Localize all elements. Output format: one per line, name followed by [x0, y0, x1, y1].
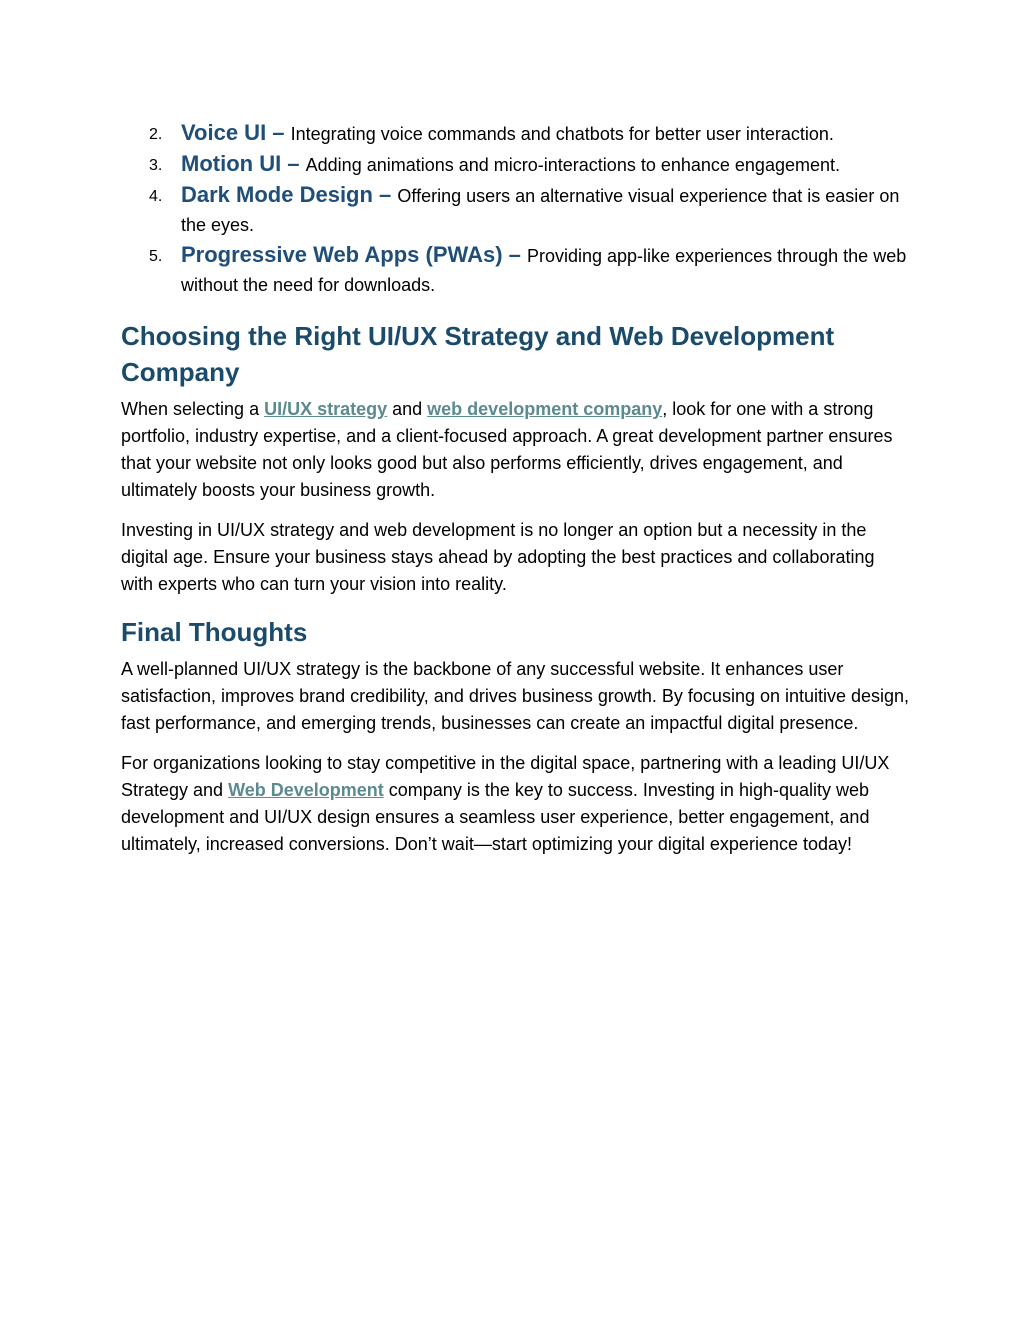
uiux-strategy-link[interactable]: UI/UX strategy — [264, 399, 388, 419]
choosing-p1-text-end: , look for one with a strong portfolio, industry expertise, and a client-focused approach. A great development partner ensures that your website not only looks good but also performs efficiently, drives engagement, and ultimately boosts your business growth. — [121, 399, 893, 500]
web-development-link[interactable]: Web Development — [228, 780, 384, 800]
section-heading-choosing: Choosing the Right UI/UX Strategy and Web Development Company — [121, 321, 835, 387]
list-number: 4. — [149, 188, 163, 205]
trends-list — [121, 118, 911, 300]
choosing-p1-text-between: and — [387, 399, 428, 419]
choosing-paragraph-1 — [121, 396, 911, 504]
list-item-description: Adding animations and micro-interactions to enhance engagement. — [305, 155, 840, 175]
list-item-title: Progressive Web Apps (PWAs) – — [181, 242, 527, 267]
list-item-title: Motion UI – — [181, 151, 306, 176]
list-item-description: Integrating voice commands and chatbots for better user interaction. — [290, 124, 834, 144]
list-item-title: Voice UI – — [181, 120, 291, 145]
web-development-company-link[interactable]: web development company — [427, 399, 663, 419]
list-item-title: Dark Mode Design – — [181, 182, 398, 207]
final-p2-text-start: For organizations looking to stay competitive in the digital space, partnering with a leading UI/UX Strategy and — [121, 753, 890, 800]
list-number: 2. — [149, 126, 163, 143]
list-number: 5. — [149, 248, 163, 265]
list-item — [121, 118, 911, 149]
list-number: 3. — [149, 157, 163, 174]
section-heading-final: Final Thoughts — [121, 617, 308, 647]
choosing-paragraph-2: Investing in UI/UX strategy and web development is no longer an option but a necessity in the digital age. Ensure your business stays ahead by adopting the best practices and collaborating with experts who can turn your vision into reality. — [121, 520, 875, 594]
final-p2-text-end: company is the key to success. Investing in high-quality web development and UI/UX design ensures a seamless user experience, better engagement, and ultimately, increased conversions. Don’t wait—start optimizing your digital experience today! — [121, 780, 870, 854]
final-paragraph-1: A well-planned UI/UX strategy is the backbone of any successful website. It enhances user satisfaction, improves brand credibility, and drives business growth. By focusing on intuitive design, fast performance, and emerging trends, businesses can create an impactful digital presence. — [121, 659, 910, 733]
final-paragraph-2 — [121, 750, 911, 858]
list-item — [121, 180, 911, 240]
document-page — [121, 118, 911, 871]
list-item-description: Providing app-like experiences through the web without the need for downloads. — [181, 246, 907, 295]
choosing-p1-text-start: When selecting a — [121, 399, 265, 419]
list-item — [121, 149, 911, 180]
list-item — [121, 240, 911, 300]
list-item-description: Offering users an alternative visual experience that is easier on the eyes. — [181, 186, 900, 235]
